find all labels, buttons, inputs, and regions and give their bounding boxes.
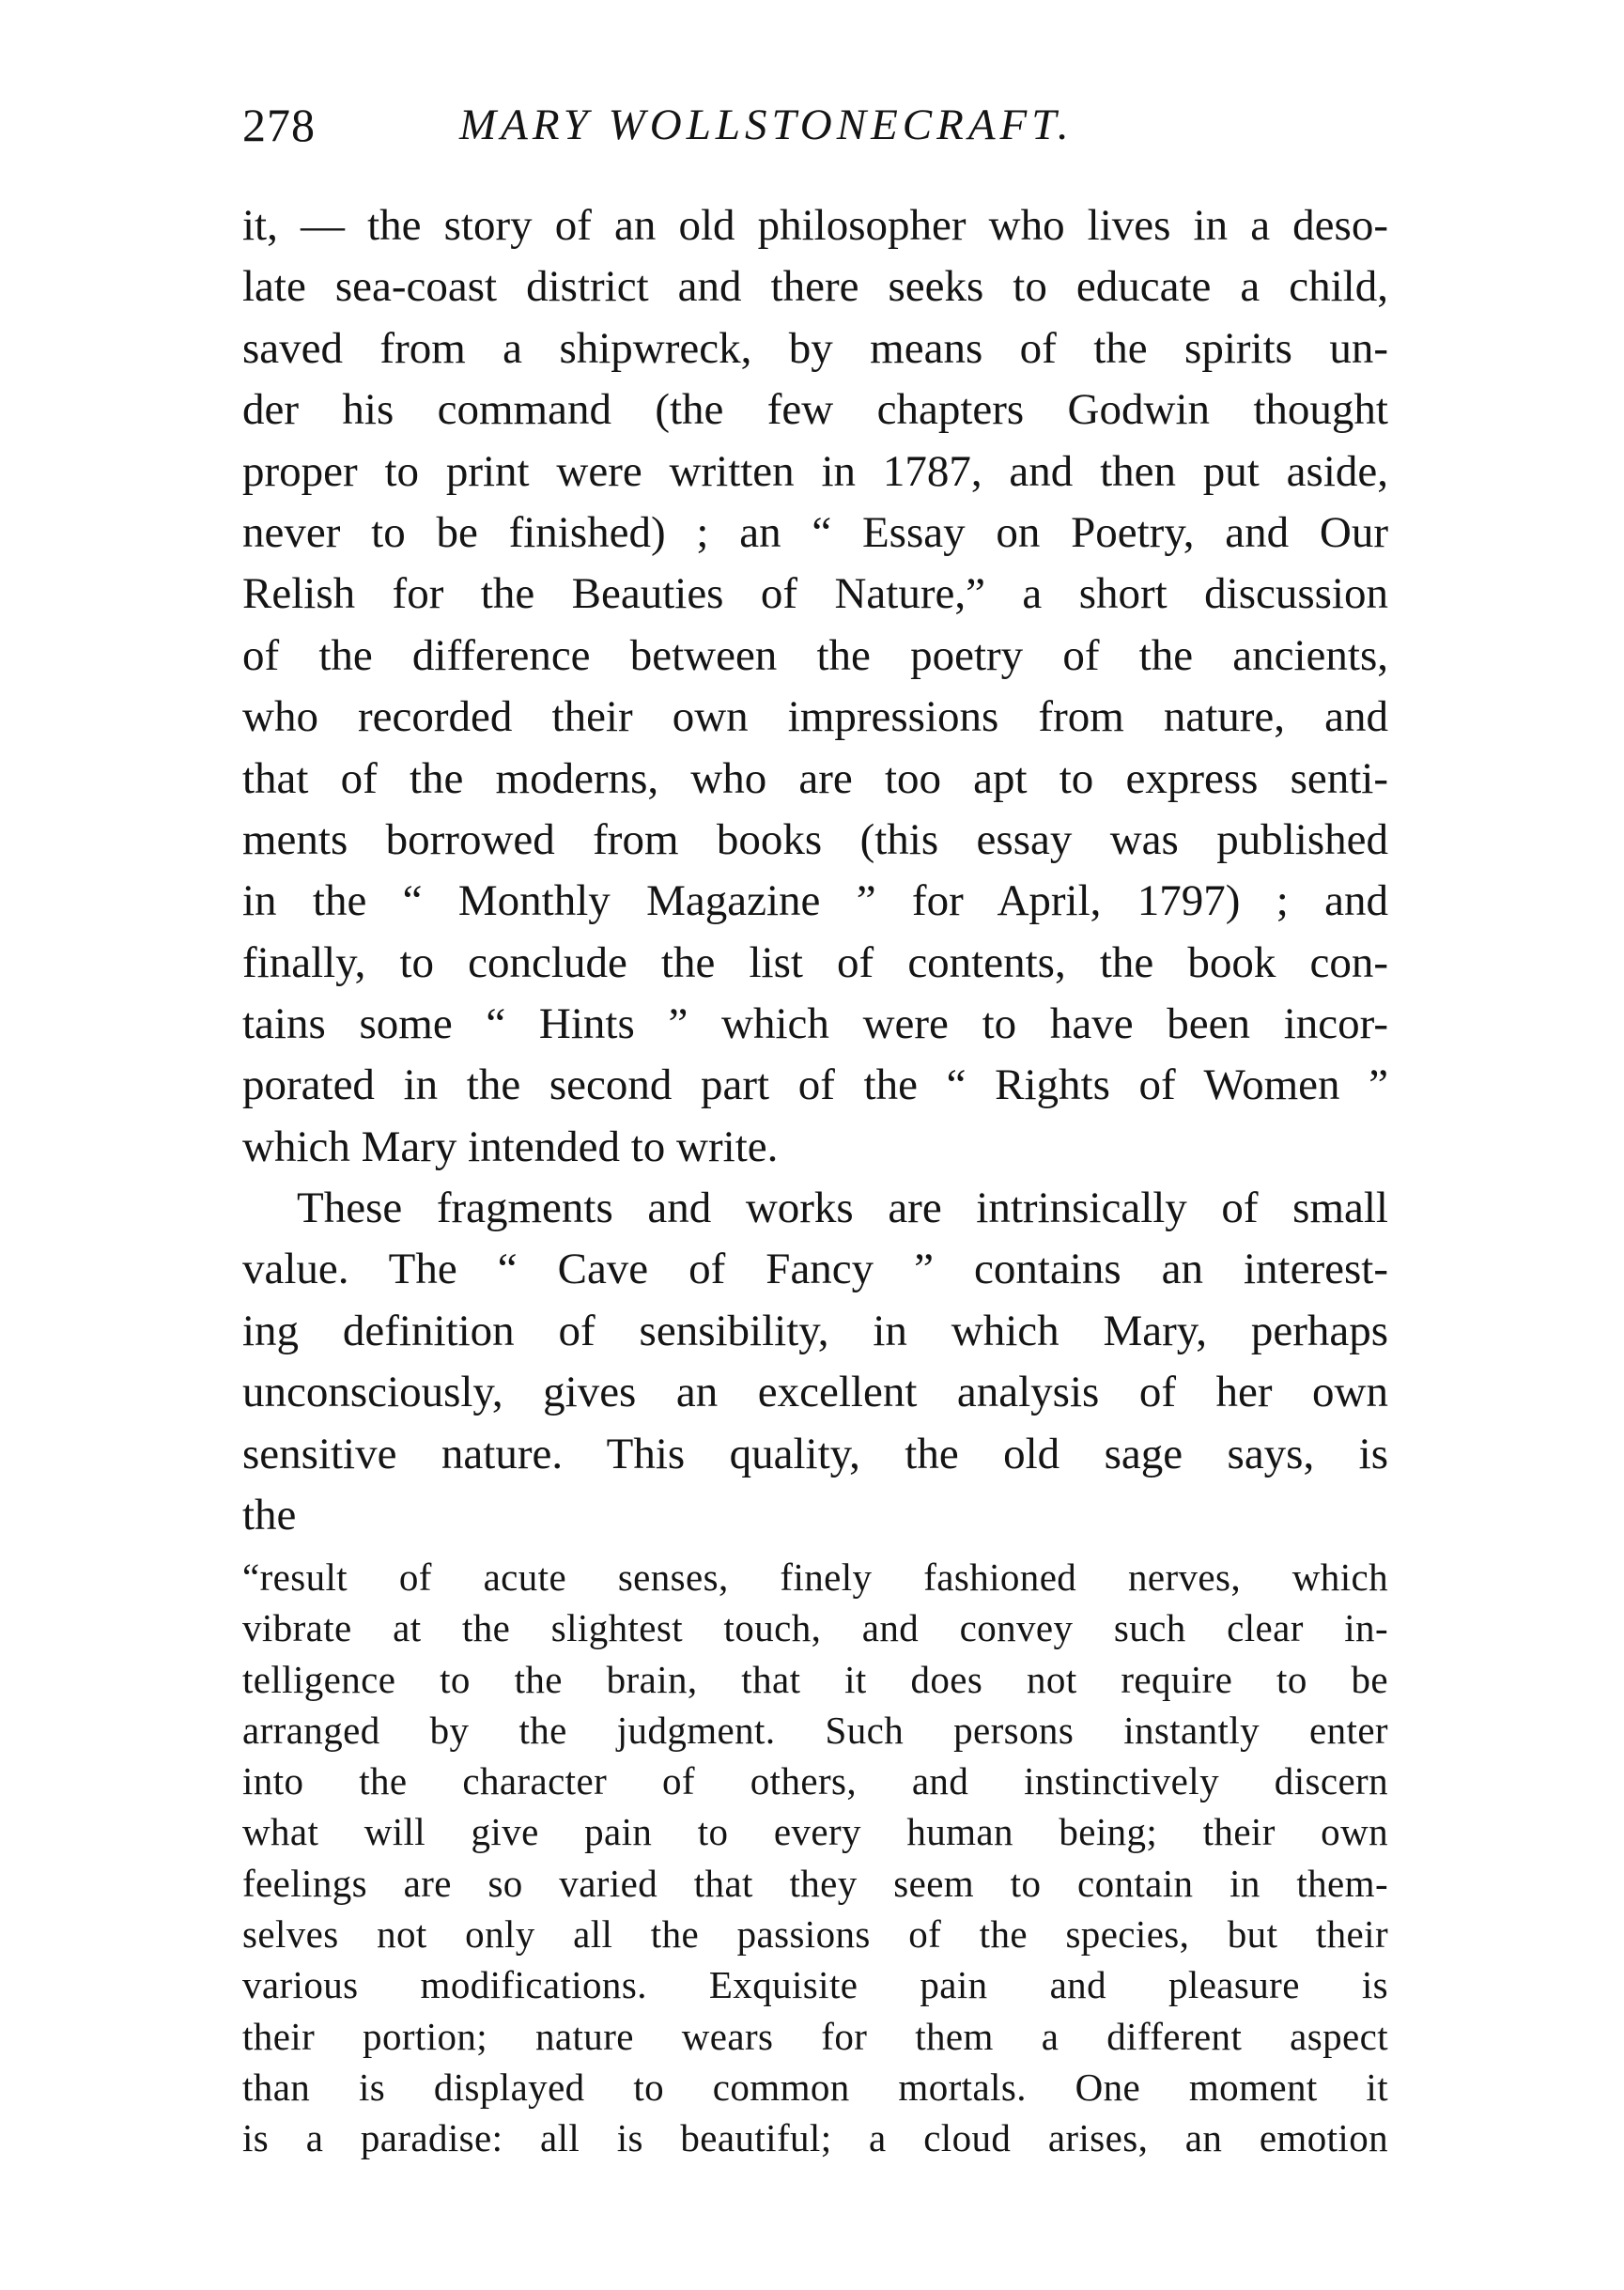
text-line: value. The “ Cave of Fancy ” contains an interest- [242,1245,1388,1294]
text-line: sensitive nature. This quality, the old sage says, is [242,1429,1388,1478]
quote-line: arranged by the judgment. Such persons instantly enter [242,1708,1388,1752]
text-line: who recorded their own impressions from nature, and [242,692,1388,742]
quote-line: selves not only all the passions of the species, but their [242,1912,1388,1957]
quote-line: “result of acute senses, finely fashioned nerves, which [242,1555,1388,1599]
quote-line: than is displayed to common mortals. One moment it [242,2065,1388,2109]
text-line: porated in the second part of the “ Rights of Women ” [242,1060,1388,1110]
text-line: tains some “ Hints ” which were to have been incor- [242,999,1388,1049]
paragraph-2 [242,1178,1388,1546]
page-number: 278 [242,99,316,151]
block-quote [242,1552,1388,2164]
text-line: the [242,1490,297,1540]
text-line: proper to print were written in 1787, and then put aside, [242,446,1388,496]
text-line: of the difference between the poetry of the ancients, [242,630,1388,680]
text-line: it, — the story of an old philosopher who lives in a deso- [242,201,1388,250]
text-line: These fragments and works are intrinsically of small [297,1184,1388,1232]
page-header [242,92,1388,158]
quote-line: vibrate at the slightest touch, and convey such clear in- [242,1606,1388,1650]
quote-line: telligence to the brain, that it does not require to be [242,1657,1388,1701]
text-line: that of the moderns, who are too apt to express senti- [242,753,1388,803]
quote-line: their portion; nature wears for them a different aspect [242,2014,1388,2058]
text-line: never to be finished) ; an “ Essay on Poetry, and Our [242,507,1388,557]
text-line: late sea-coast district and there seeks to educate a child, [242,262,1388,312]
text-line: saved from a shipwreck, by means of the spirits un- [242,323,1388,373]
paragraph-1 [242,195,1388,1178]
quote-line: what will give pain to every human being; their own [242,1810,1388,1854]
quote-line: feelings are so varied that they seem to contain in them- [242,1861,1388,1905]
text-line: in the “ Monthly Magazine ” for April, 1797) ; and [242,876,1388,926]
quote-line: various modifications. Exquisite pain and pleasure is [242,1963,1388,2007]
text-line: which Mary intended to write. [242,1122,779,1171]
running-title: MARY WOLLSTONECRAFT. [459,101,1074,149]
text-line: ments borrowed from books (this essay was published [242,814,1388,864]
quote-line: is a paradise: all is beautiful; a cloud arises, an emotion [242,2116,1388,2160]
text-line: Relish for the Beauties of Nature,” a short discussion [242,569,1388,619]
quote-line: into the character of others, and instinctively discern [242,1759,1388,1803]
text-line: ing definition of sensibility, in which Mary, perhaps [242,1306,1388,1355]
text-line: der his command (the few chapters Godwin thought [242,385,1388,435]
text-line: unconsciously, gives an excellent analysis of her own [242,1368,1388,1417]
text-line: finally, to conclude the list of contents, the book con- [242,937,1388,987]
